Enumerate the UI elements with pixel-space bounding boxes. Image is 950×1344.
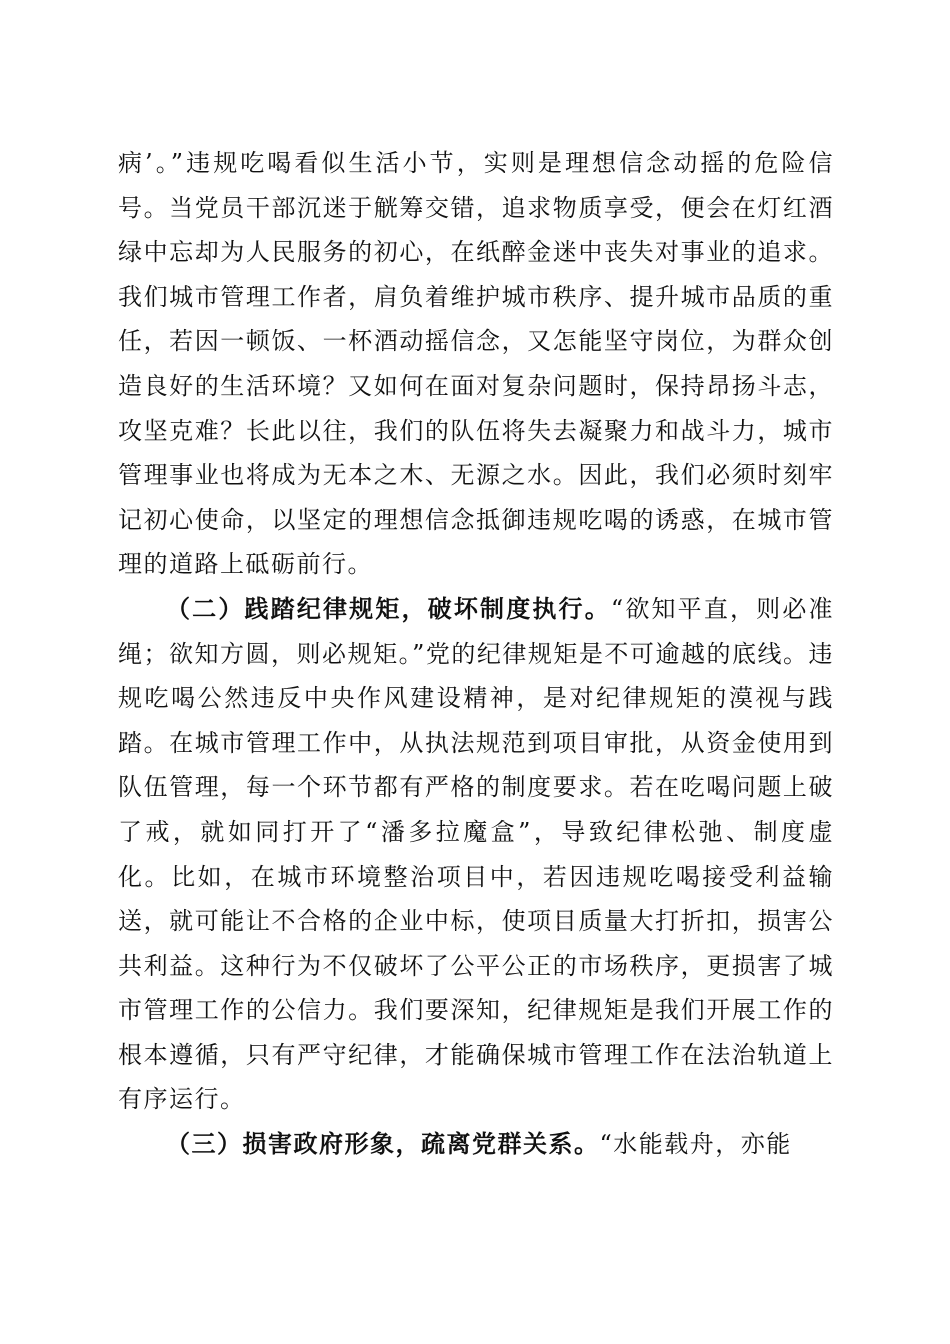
paragraph-continuation [118,141,834,587]
paragraph-section-2 [118,587,834,1122]
paragraph-text: 病’。”违规吃喝看似生活小节，实则是理想信念动摇的危险信号。当党员干部沉迷于觥筹交错，追求物质享受，便会在灯红酒绿中忘却为人民服务的初心，在纸醉金迷中丧失对事业的追求。我们城市管理工作者，肩负着维护城市秩序、提升城市品质的重任，若因一顿饭、一杯酒动摇信念，又怎能坚守岗位，为群众创造良好的生活环境？又如何在面对复杂问题时，保持昂扬斗志，攻坚克难？长此以往，我们的队伍将失去凝聚力和战斗力，城市管理事业也将成为无本之木、无源之水。因此，我们必须时刻牢记初心使命，以坚定的理想信念抵御违规吃喝的诱惑，在城市管理的道路上砥砺前行。 [118,149,834,579]
section-heading: （二）践踏纪律规矩，破坏制度执行。 [166,593,611,623]
paragraph-section-3 [118,1122,834,1167]
section-heading: （三）损害政府形象，疏离党群关系。 [166,1129,600,1159]
paragraph-text: “欲知平直，则必准绳；欲知方圆，则必规矩。”党的纪律规矩是不可逾越的底线。违规吃喝公然违反中央作风建设精神，是对纪律规矩的漠视与践踏。在城市管理工作中，从执法规范到项目审批，从资金使用到队伍管理，每一个环节都有严格的制度要求。若在吃喝问题上破了戒，就如同打开了“潘多拉魔盒”，导致纪律松弛、制度虚化。比如，在城市环境整治项目中，若因违规吃喝接受利益输送，就可能让不合格的企业中标，使项目质量大打折扣，损害公共利益。这种行为不仅破坏了公平公正的市场秩序，更损害了城市管理工作的公信力。我们要深知，纪律规矩是我们开展工作的根本遵循，只有严守纪律，才能确保城市管理工作在法治轨道上有序运行。 [118,594,834,1114]
document-body [118,141,834,1167]
paragraph-text: “水能载舟，亦能 [599,1130,792,1159]
